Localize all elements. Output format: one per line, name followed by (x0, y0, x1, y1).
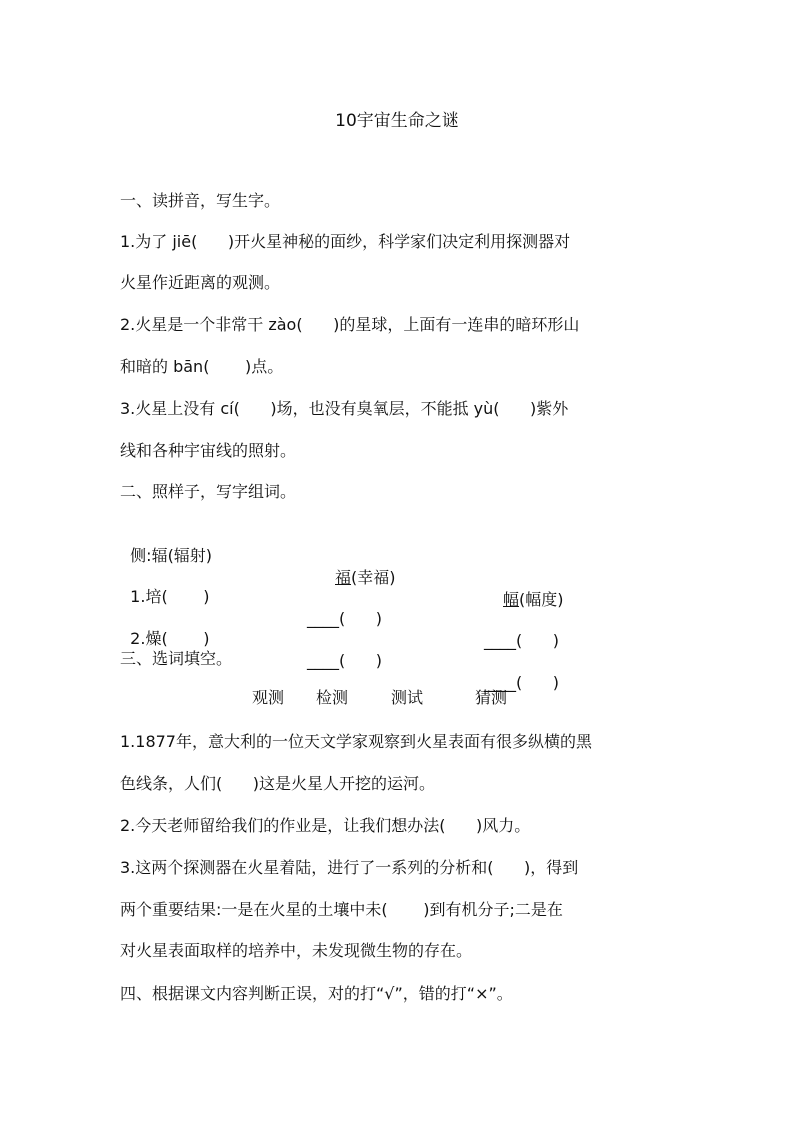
section1-line-5: 3.火星上没有 cí( )场，也没有臭氧层，不能抵 yù( )紫外 (120, 399, 569, 418)
example-col3 (503, 589, 564, 611)
example-col3-char: 幅 (503, 590, 520, 609)
section3-line-3: 2.今天老师留给我们的作业是，让我们想办法( )风力。 (120, 816, 531, 835)
example-col2-char: 福 (335, 568, 352, 587)
section3-heading: 三、选词填空。 (120, 649, 233, 668)
section3-line-1: 1.1877年，意大利的一位天文学家观察到火星表面有很多纵横的黑 (120, 732, 592, 751)
word-row-2-col2: ____( ) (307, 651, 382, 670)
section3-line-6: 对火星表面取样的培养中，未发现微生物的存在。 (120, 941, 473, 960)
word-row-2-col1: 2.燥( ) (130, 629, 210, 648)
section3-line-2: 色线条，人们( )这是火星人开挖的运河。 (120, 774, 436, 793)
section1-heading: 一、读拼音，写生字。 (120, 191, 281, 210)
word-choice-1: 观测 (252, 688, 285, 707)
example-col2-rest: (幸福) (351, 568, 396, 587)
word-row-1-col3: ____( ) (484, 631, 559, 650)
example-col3-rest: (幅度) (519, 590, 564, 609)
section1-line-2: 火星作近距离的观测。 (120, 273, 281, 292)
section4-heading: 四、根据课文内容判断正误，对的打“√”，错的打“×”。 (120, 984, 513, 1003)
section1-line-3: 2.火星是一个非常干 zào( )的星球，上面有一连串的暗环形山 (120, 315, 580, 334)
word-choice-2: 检测 (316, 688, 349, 707)
word-choice-4: 猜测 (475, 688, 508, 707)
example-col1: 侧:辐(辐射) (130, 546, 213, 565)
section3-line-5: 两个重要结果:一是在火星的土壤中未( )到有机分子;二是在 (120, 900, 563, 919)
section1-line-4: 和暗的 bān( )点。 (120, 357, 284, 376)
word-row-1-col2: ____( ) (307, 609, 382, 628)
section1-line-6: 线和各种宇宙线的照射。 (120, 441, 297, 460)
word-row-1-col1: 1.培( ) (130, 587, 210, 606)
section3-line-4: 3.这两个探测器在火星着陆，进行了一系列的分析和( )，得到 (120, 858, 579, 877)
section1-line-1: 1.为了 jiē( )开火星神秘的面纱，科学家们决定利用探测器对 (120, 232, 571, 251)
word-row-2-col3: ____( ) (484, 673, 559, 692)
page-title: 10宇宙生命之谜 (335, 111, 459, 131)
section2-heading: 二、照样子，写字组词。 (120, 482, 297, 501)
word-choice-3: 测试 (391, 688, 424, 707)
example-col2 (335, 567, 396, 589)
